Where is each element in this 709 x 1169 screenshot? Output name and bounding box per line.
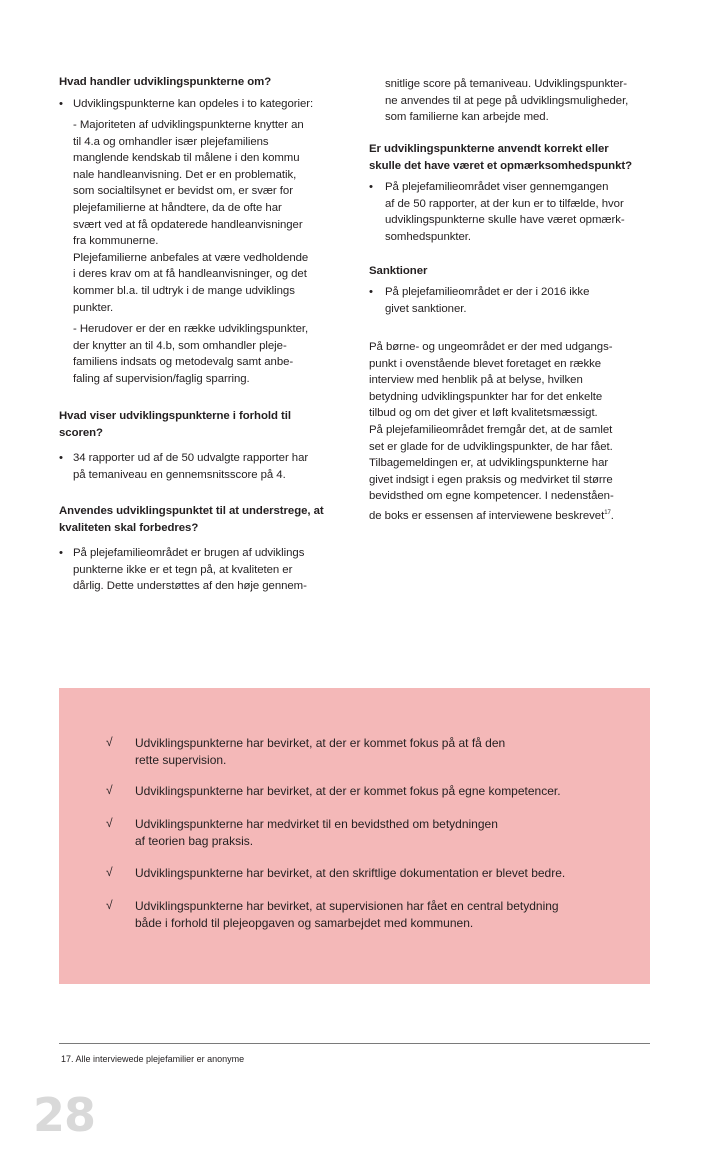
heading-correct-use: skulle det have været et opmærksomhedspunkt?: [369, 159, 633, 172]
text-line: givet indsigt i egen praksis og medvirket til større: [369, 473, 613, 486]
box-item-line: Udviklingspunkterne har bevirket, at supervisionen har fået en central betydning: [135, 899, 559, 913]
text-line: i deres krav om at få handleanvisninger, og det: [73, 268, 307, 281]
text-line: manglende kendskab til målene i den kommu: [73, 152, 300, 165]
checkmark-icon: √: [106, 735, 113, 749]
checkmark-icon: √: [106, 816, 113, 830]
box-item-line: rette supervision.: [135, 752, 227, 767]
text-line: svært ved at få opdaterede handleanvisninger: [73, 218, 303, 231]
text-line: plejefamilierne at håndtere, da de ofte har: [73, 202, 282, 214]
footnote: 17. Alle interviewede plejefamilier er anonyme: [61, 1054, 245, 1064]
text-line: faling af supervision/faglig sparring.: [73, 372, 250, 385]
checkmark-icon: √: [106, 783, 113, 797]
text-line: interview med henblik på at belyse, hvilken: [369, 374, 583, 387]
page-number: 28: [33, 1088, 96, 1142]
text-line: som familierne kan arbejde med.: [385, 111, 549, 124]
text-line: - Herudover er der en række udviklingspunkter,: [73, 323, 309, 335]
text-line: tilbud og om det giver et løft kvalitetsmæssigt.: [369, 407, 598, 420]
text-line: snitlige score på temaniveau. Udviklingspunkter-: [385, 78, 627, 90]
bullet-glyph: •: [59, 547, 63, 559]
bullet-categories: Udviklingspunkterne kan opdeles i to kategorier:: [73, 98, 314, 110]
text-line: nale handleanvisning. Det er en problematik,: [73, 168, 297, 181]
bullet-glyph: •: [59, 98, 63, 110]
text-line: På plejefamilieområdet fremgår det, at de samlet: [369, 424, 613, 436]
heading-score: Hvad viser udviklingspunkterne i forhold til: [59, 410, 291, 422]
text-line: På plejefamilieområdet er brugen af udviklings: [73, 547, 305, 559]
period: .: [610, 510, 614, 522]
box-item-line: Udviklingspunkterne har medvirket til en bevidsthed om betydningen: [135, 817, 498, 831]
heading-underline: Anvendes udviklingspunktet til at understrege, at: [59, 505, 324, 517]
footnote-divider: [59, 1043, 650, 1044]
text-line: 34 rapporter ud af de 50 udvalgte rapporter har: [73, 452, 309, 464]
text-line: somhedspunkter.: [385, 230, 471, 243]
text-line: På plejefamilieområdet viser gennemgangen: [385, 181, 609, 193]
heading-sanctions: Sanktioner: [369, 265, 428, 277]
box-item-line: Udviklingspunkterne har bevirket, at den skriftlige dokumentation er blevet bedre.: [135, 866, 566, 880]
box-item-line: af teorien bag praksis.: [135, 833, 254, 848]
text-line: dårlig. Dette understøttes af den høje gennem-: [73, 580, 307, 593]
text-line: udviklingspunkterne skulle have været opmærk-: [385, 214, 625, 227]
text-line: Plejefamilierne anbefales at være vedholdende: [73, 251, 309, 264]
text-line: fra kommunerne.: [73, 235, 159, 248]
text-line: bevidsthed om egne kompetencer. I nedenståen-: [369, 490, 614, 503]
text-line: givet sanktioner.: [385, 302, 467, 315]
text-line: der knytter an til 4.b, som omhandler pleje-: [73, 339, 287, 352]
heading-correct-use: Er udviklingspunkterne anvendt korrekt eller: [369, 143, 609, 155]
text-line: - Majoriteten af udviklingspunkterne knytter an: [73, 119, 304, 131]
box-item-line: Udviklingspunkterne har bevirket, at der er kommet fokus på egne kompetencer.: [135, 784, 561, 798]
heading-underline: kvaliteten skal forbedres?: [59, 521, 199, 534]
checkmark-icon: √: [106, 898, 113, 912]
bullet-glyph: •: [369, 286, 373, 298]
text-line: På plejefamilieområdet er der i 2016 ikke: [385, 286, 590, 298]
text-line: punkterne ikke er et tegn på, at kvaliteten er: [73, 563, 293, 576]
text-line: På børne- og ungeområdet er der med udgangs-: [369, 341, 613, 353]
text-line: punkter.: [73, 301, 114, 314]
bullet-glyph: •: [369, 181, 373, 193]
box-item-line: både i forhold til plejeopgaven og samarbejdet med kommunen.: [135, 915, 474, 930]
box-item-line: Udviklingspunkterne har bevirket, at der er kommet fokus på at få den: [135, 736, 506, 750]
essence-box: [59, 688, 650, 984]
text-line: punkt i ovenstående blevet foretaget en række: [369, 357, 602, 370]
bullet-glyph: •: [59, 452, 63, 464]
text-line: familiens indsats og metodevalg samt anbe-: [73, 356, 294, 369]
text-line: kommer bl.a. til udtryk i de mange udviklings: [73, 285, 295, 297]
heading-what-about: Hvad handler udviklingspunkterne om?: [59, 76, 272, 88]
text-line: på temaniveau en gennemsnitsscore på 4.: [73, 468, 286, 481]
text-line: set er glade for de udviklingspunkter, de har fået.: [369, 440, 613, 453]
text-line: ne anvendes til at pege på udviklingsmuligheder,: [385, 94, 629, 107]
text-line: af de 50 rapporter, at der kun er to tilfælde, hvor: [385, 197, 624, 210]
heading-score: scoren?: [59, 426, 103, 439]
checkmark-icon: √: [106, 865, 113, 879]
text-line: som socialtilsynet er bevidst om, er svær for: [73, 185, 293, 198]
text-line: de boks er essensen af interviewene beskrevet: [369, 510, 605, 522]
text-line: til 4.a og omhandler især plejefamiliens: [73, 135, 269, 148]
footnote-ref: 17: [604, 510, 611, 516]
text-line-with-footnote: [369, 505, 614, 525]
text-line: betydning udviklingspunkter har for det enkelte: [369, 390, 603, 403]
text-line: Tilbagemeldingen er, at udviklingspunkterne har: [369, 457, 609, 470]
